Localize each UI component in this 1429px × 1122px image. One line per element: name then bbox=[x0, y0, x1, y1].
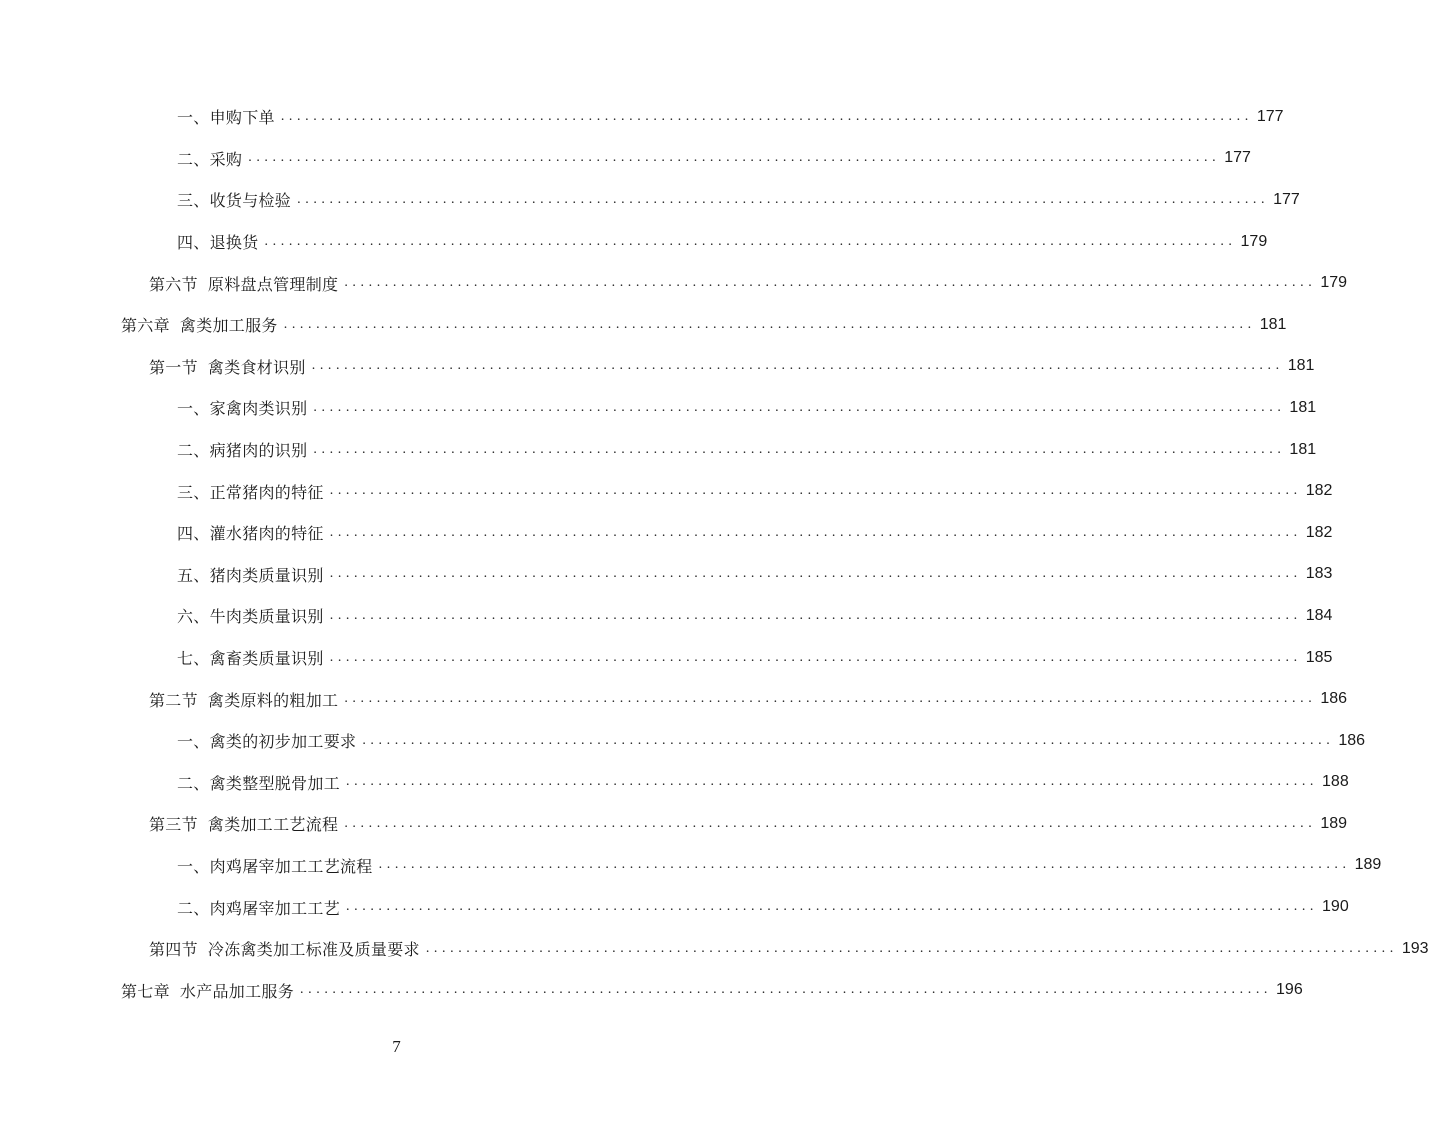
toc-entry-number: 一、 bbox=[177, 110, 210, 128]
toc-entry-page: 183 bbox=[1305, 565, 1333, 583]
toc-entry-title-text: 家禽肉类识别 bbox=[209, 399, 308, 419]
toc-entry-number: 第一节 bbox=[149, 359, 198, 377]
toc-entry-page: 186 bbox=[1320, 690, 1348, 708]
toc-subsection-entry[interactable] bbox=[0, 637, 1333, 679]
table-of-contents bbox=[0, 96, 1429, 1011]
toc-entry-title bbox=[121, 313, 278, 336]
toc-subsection-entry[interactable] bbox=[0, 762, 1349, 804]
toc-entry-title-text: 采购 bbox=[209, 149, 243, 169]
toc-entry-number: 第六节 bbox=[149, 276, 198, 294]
toc-entry-number: 四、 bbox=[177, 526, 210, 544]
toc-entry-title bbox=[149, 688, 338, 711]
toc-entry-number: 一、 bbox=[177, 858, 210, 876]
toc-entry-title-text: 牛肉类质量识别 bbox=[209, 607, 324, 627]
toc-leader-dots: ........................................................................................................................ bbox=[300, 982, 1273, 998]
toc-entry-title-text: 禽类食材识别 bbox=[207, 357, 306, 377]
toc-entry-number: 七、 bbox=[177, 651, 210, 669]
toc-entry-title bbox=[177, 604, 324, 627]
toc-entry-page: 181 bbox=[1289, 440, 1317, 458]
toc-entry-page: 190 bbox=[1322, 898, 1349, 916]
toc-entry-title bbox=[177, 438, 307, 461]
toc-entry-title bbox=[177, 771, 340, 794]
toc-entry-page: 177 bbox=[1256, 107, 1284, 125]
toc-leader-dots: ........................................................................................................................ bbox=[329, 607, 1302, 623]
toc-entry-title-text: 禽类整型脱骨加工 bbox=[209, 773, 341, 793]
toc-entry-page: 177 bbox=[1224, 149, 1251, 167]
toc-entry-title-text: 禽类的初步加工要求 bbox=[209, 732, 357, 752]
toc-subsection-entry[interactable] bbox=[0, 221, 1268, 263]
toc-leader-dots: ........................................................................................................................ bbox=[313, 441, 1286, 457]
toc-entry-title-text: 禽类原料的粗加工 bbox=[207, 690, 339, 710]
toc-entry-title-text: 病猪肉的识别 bbox=[209, 441, 308, 461]
toc-entry-title-text: 水产品加工服务 bbox=[179, 981, 295, 1001]
toc-subsection-entry[interactable] bbox=[0, 554, 1333, 596]
toc-entry-page: 181 bbox=[1287, 357, 1315, 375]
toc-leader-dots: ........................................................................................................................ bbox=[313, 399, 1286, 415]
toc-leader-dots: ........................................................................................................................ bbox=[346, 774, 1319, 790]
toc-entry-title bbox=[177, 480, 324, 503]
toc-entry-title-text: 肉鸡屠宰加工工艺 bbox=[209, 898, 341, 918]
toc-entry-number: 五、 bbox=[177, 567, 210, 585]
toc-entry-page: 196 bbox=[1276, 981, 1303, 999]
toc-leader-dots: ........................................................................................................................ bbox=[344, 691, 1317, 707]
toc-entry-page: 179 bbox=[1240, 232, 1268, 250]
toc-entry-page: 189 bbox=[1320, 814, 1348, 832]
toc-entry-page: 193 bbox=[1401, 939, 1429, 957]
toc-entry-page: 181 bbox=[1289, 398, 1317, 416]
toc-chapter-entry[interactable] bbox=[0, 304, 1287, 346]
toc-entry-number: 六、 bbox=[177, 609, 210, 627]
toc-subsection-entry[interactable] bbox=[0, 595, 1333, 637]
toc-section-entry[interactable] bbox=[0, 803, 1348, 845]
toc-entry-title bbox=[177, 896, 340, 919]
toc-leader-dots: ........................................................................................................................ bbox=[329, 566, 1302, 582]
toc-entry-title bbox=[149, 355, 306, 378]
toc-entry-title bbox=[177, 147, 242, 170]
toc-entry-title bbox=[177, 854, 373, 877]
toc-entry-page: 182 bbox=[1305, 523, 1333, 541]
toc-entry-title-text: 退换货 bbox=[209, 233, 259, 253]
toc-subsection-entry[interactable] bbox=[0, 512, 1333, 554]
toc-section-entry[interactable] bbox=[0, 678, 1348, 720]
toc-entry-title bbox=[177, 521, 324, 544]
toc-chapter-entry[interactable] bbox=[0, 969, 1303, 1011]
page-number: 7 bbox=[392, 1037, 401, 1056]
toc-subsection-entry[interactable] bbox=[0, 96, 1284, 138]
toc-leader-dots: ........................................................................................................................ bbox=[248, 150, 1221, 166]
toc-entry-title-text: 申购下单 bbox=[209, 108, 275, 128]
toc-leader-dots: ........................................................................................................................ bbox=[344, 815, 1317, 831]
toc-subsection-entry[interactable] bbox=[0, 720, 1366, 762]
toc-entry-page: 186 bbox=[1338, 731, 1366, 749]
toc-entry-number: 第二节 bbox=[149, 692, 198, 710]
toc-leader-dots: ........................................................................................................................ bbox=[280, 108, 1253, 124]
toc-entry-number: 三、 bbox=[177, 484, 210, 502]
toc-entry-page: 177 bbox=[1273, 190, 1300, 208]
toc-leader-dots: ........................................................................................................................ bbox=[344, 275, 1317, 291]
toc-entry-title-text: 正常猪肉的特征 bbox=[209, 482, 324, 502]
toc-entry-number: 一、 bbox=[177, 401, 210, 419]
toc-entry-page: 185 bbox=[1305, 648, 1333, 666]
toc-entry-title-text: 原料盘点管理制度 bbox=[207, 274, 339, 294]
toc-leader-dots: ........................................................................................................................ bbox=[329, 649, 1302, 665]
toc-entry-title bbox=[121, 979, 294, 1002]
toc-entry-number: 二、 bbox=[177, 775, 210, 793]
toc-entry-title-text: 猪肉类质量识别 bbox=[209, 565, 324, 585]
toc-leader-dots: ........................................................................................................................ bbox=[329, 483, 1302, 499]
toc-entry-number: 三、 bbox=[177, 193, 210, 211]
toc-entry-title bbox=[177, 563, 324, 586]
toc-leader-dots: ........................................................................................................................ bbox=[264, 233, 1237, 249]
toc-entry-title-text: 灌水猪肉的特征 bbox=[209, 524, 324, 544]
toc-entry-title bbox=[177, 646, 324, 669]
toc-subsection-entry[interactable] bbox=[0, 179, 1300, 221]
toc-leader-dots: ........................................................................................................................ bbox=[297, 191, 1270, 207]
toc-entry-page: 181 bbox=[1259, 315, 1287, 333]
toc-leader-dots: ........................................................................................................................ bbox=[362, 732, 1335, 748]
toc-entry-title bbox=[149, 272, 338, 295]
toc-leader-dots: ........................................................................................................................ bbox=[346, 899, 1319, 915]
toc-entry-number: 四、 bbox=[177, 235, 210, 253]
toc-entry-number: 第七章 bbox=[121, 983, 170, 1001]
toc-entry-number: 第三节 bbox=[149, 817, 198, 835]
toc-leader-dots: ........................................................................................................................ bbox=[425, 940, 1398, 956]
toc-entry-page: 188 bbox=[1322, 773, 1349, 791]
toc-entry-title bbox=[149, 812, 338, 835]
toc-subsection-entry[interactable] bbox=[0, 470, 1333, 512]
toc-entry-title-text: 收货与检验 bbox=[209, 191, 292, 211]
toc-leader-dots: ........................................................................................................................ bbox=[378, 857, 1351, 873]
toc-leader-dots: ........................................................................................................................ bbox=[311, 358, 1284, 374]
toc-entry-title bbox=[177, 729, 356, 752]
toc-entry-title bbox=[177, 230, 259, 253]
toc-entry-title-text: 禽畜类质量识别 bbox=[209, 649, 324, 669]
toc-entry-title-text: 冷冻禽类加工标准及质量要求 bbox=[207, 940, 420, 960]
toc-subsection-entry[interactable] bbox=[0, 387, 1317, 429]
toc-entry-number: 一、 bbox=[177, 734, 210, 752]
toc-entry-title-text: 禽类加工工艺流程 bbox=[207, 815, 339, 835]
toc-entry-title-text: 禽类加工服务 bbox=[179, 316, 278, 336]
toc-entry-title bbox=[177, 396, 307, 419]
toc-entry-page: 182 bbox=[1305, 482, 1333, 500]
toc-subsection-entry[interactable] bbox=[0, 138, 1251, 180]
toc-entry-number: 第四节 bbox=[149, 942, 198, 960]
toc-subsection-entry[interactable] bbox=[0, 429, 1317, 471]
toc-entry-number: 二、 bbox=[177, 443, 210, 461]
toc-entry-page: 184 bbox=[1305, 606, 1333, 624]
toc-section-entry[interactable] bbox=[0, 262, 1348, 304]
toc-leader-dots: ........................................................................................................................ bbox=[283, 316, 1256, 332]
toc-entry-page: 179 bbox=[1320, 274, 1348, 292]
toc-subsection-entry[interactable] bbox=[0, 845, 1382, 887]
toc-entry-title bbox=[177, 105, 275, 128]
toc-entry-title bbox=[149, 937, 420, 960]
toc-entry-page: 189 bbox=[1354, 856, 1382, 874]
toc-section-entry[interactable] bbox=[0, 928, 1429, 970]
toc-section-entry[interactable] bbox=[0, 346, 1315, 388]
toc-entry-number: 第六章 bbox=[121, 318, 170, 336]
toc-entry-title-text: 肉鸡屠宰加工工艺流程 bbox=[209, 856, 373, 876]
toc-leader-dots: ........................................................................................................................ bbox=[329, 524, 1302, 540]
toc-subsection-entry[interactable] bbox=[0, 886, 1349, 928]
toc-entry-number: 二、 bbox=[177, 900, 210, 918]
toc-entry-title bbox=[177, 188, 291, 211]
toc-entry-number: 二、 bbox=[177, 151, 210, 169]
